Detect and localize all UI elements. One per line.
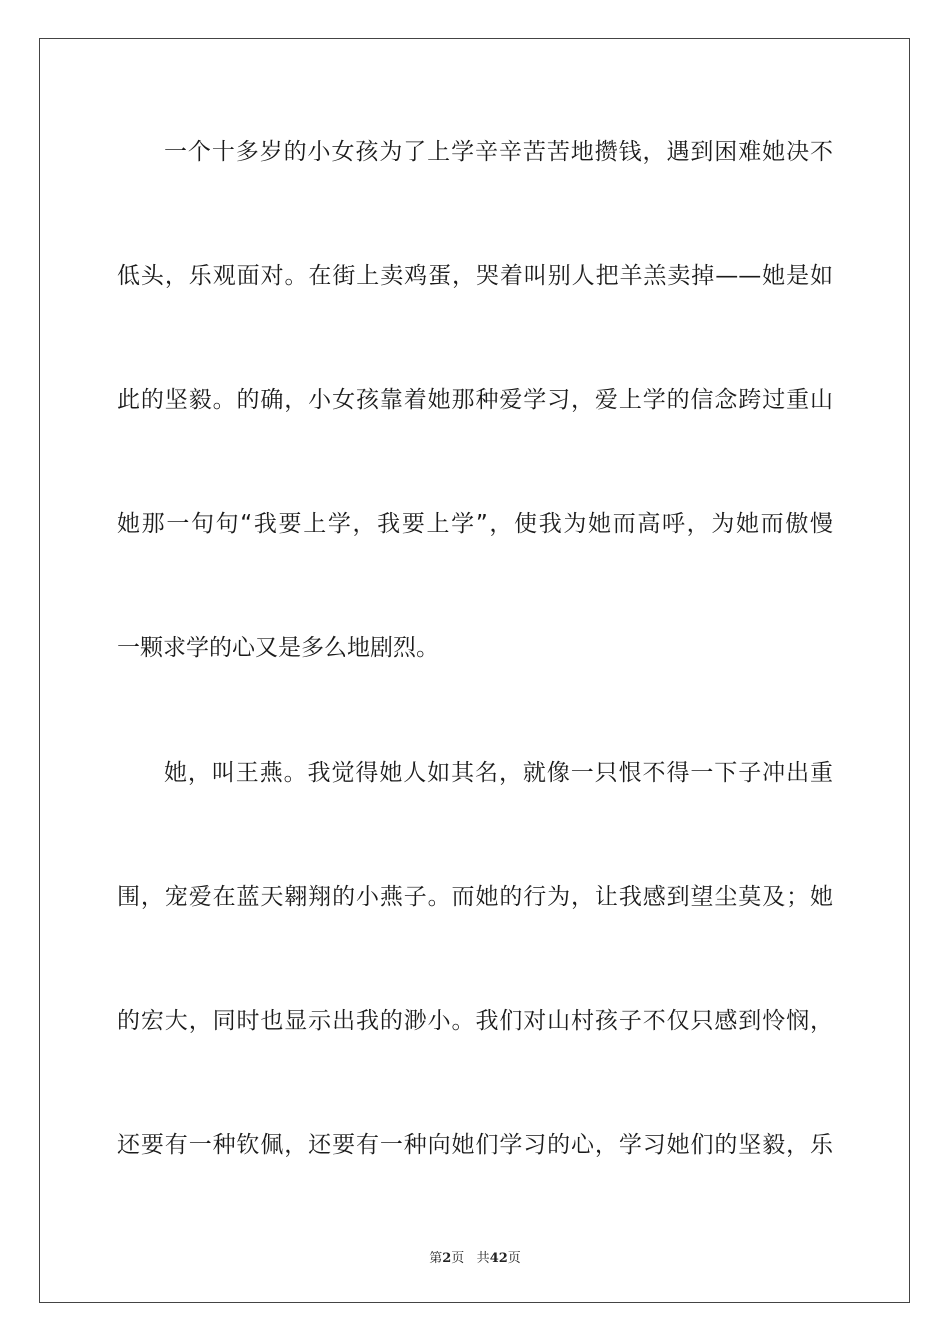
page-number: 2	[442, 1251, 452, 1266]
total-pages: 42	[489, 1251, 508, 1266]
page-border	[39, 38, 910, 1303]
paragraph-line: 一个十多岁的小女孩为了上学辛辛苦苦地攒钱，遇到困难她决不	[164, 139, 833, 165]
paragraph-line: 低头，乐观面对。在街上卖鸡蛋，哭着叫别人把羊羔卖掉——她是如	[117, 263, 833, 289]
paragraph-line: 一颗求学的心又是多么地剧烈。	[117, 635, 439, 661]
page-footer	[0, 1247, 950, 1266]
paragraph-line: 还要有一种钦佩，还要有一种向她们学习的心，学习她们的坚毅，乐	[117, 1132, 833, 1158]
paragraph-line: 她那一句句“我要上学，我要上学”，使我为她而高呼，为她而傲慢	[117, 511, 833, 537]
paragraph-line: 的宏大，同时也显示出我的渺小。我们对山村孩子不仅只感到怜悯，	[117, 1008, 833, 1034]
page-prefix: 第	[429, 1251, 443, 1266]
total-suffix: 页	[507, 1251, 521, 1266]
paragraph-line: 此的坚毅。的确，小女孩靠着她那种爱学习，爱上学的信念跨过重山	[117, 387, 833, 413]
paragraph-line: 她，叫王燕。我觉得她人如其名，就像一只恨不得一下子冲出重	[164, 760, 833, 786]
paragraph-line: 围，宠爱在蓝天翱翔的小燕子。而她的行为，让我感到望尘莫及；她	[117, 884, 833, 910]
total-prefix: 共	[476, 1251, 490, 1266]
page-suffix: 页	[451, 1251, 465, 1266]
